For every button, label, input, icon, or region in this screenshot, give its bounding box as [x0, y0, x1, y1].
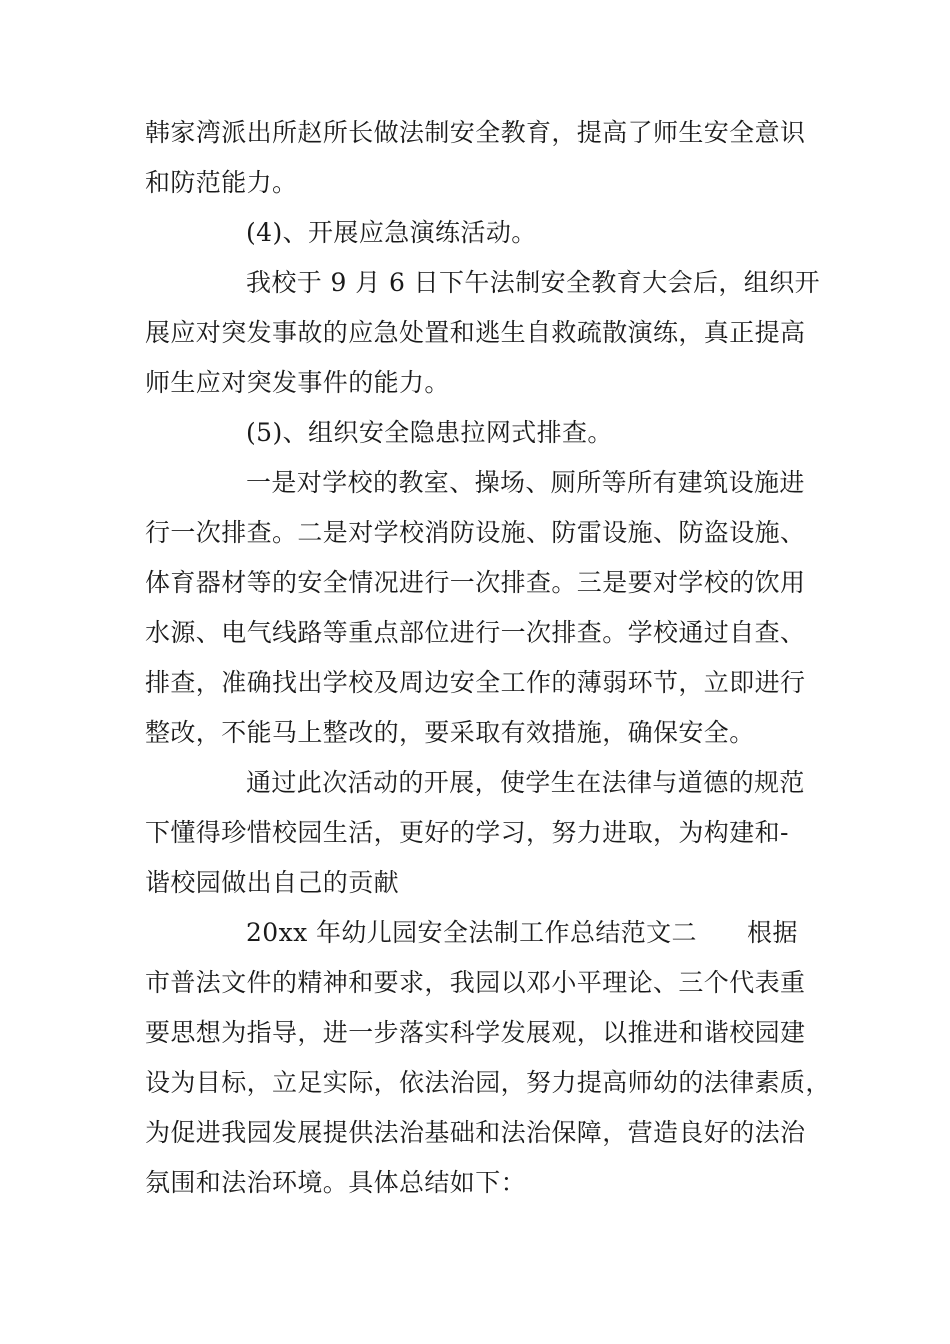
section-heading: (5)、组织安全隐患拉网式排查。 — [246, 418, 613, 447]
paragraph-line: 谐校园做出自己的贡献 — [145, 868, 400, 897]
section-title-line: 20xx 年幼儿园安全法制工作总结范文二 根据 — [246, 918, 798, 947]
paragraph-line: 展应对突发事故的应急处置和逃生自救疏散演练，真正提高 — [145, 318, 806, 347]
paragraph-line: 我校于 9 月 6 日下午法制安全教育大会后，组织开 — [246, 268, 821, 297]
paragraph-line: 一是对学校的教室、操场、厕所等所有建筑设施进 — [246, 468, 805, 497]
paragraph-line: 和防范能力。 — [145, 168, 298, 197]
paragraph-line: 通过此次活动的开展，使学生在法律与道德的规范 — [246, 768, 805, 797]
paragraph-line: 氛围和法治环境。具体总结如下： — [145, 1168, 527, 1197]
paragraph-line: 水源、电气线路等重点部位进行一次排查。学校通过自查、 — [145, 618, 806, 647]
paragraph-line: 韩家湾派出所赵所长做法制安全教育，提高了师生安全意识 — [145, 118, 806, 147]
section-heading: (4)、开展应急演练活动。 — [246, 218, 537, 247]
paragraph-line: 市普法文件的精神和要求，我园以邓小平理论、三个代表重 — [145, 968, 806, 997]
paragraph-line: 体育器材等的安全情况进行一次排查。三是要对学校的饮用 — [145, 568, 806, 597]
paragraph-line: 要思想为指导，进一步落实科学发展观，以推进和谐校园建 — [145, 1018, 806, 1047]
paragraph-line: 设为目标，立足实际，依法治园，努力提高师幼的法律素质， — [145, 1068, 831, 1097]
paragraph-line: 下懂得珍惜校园生活，更好的学习，努力进取，为构建和- — [145, 818, 789, 847]
paragraph-line: 整改，不能马上整改的，要采取有效措施，确保安全。 — [145, 718, 755, 747]
paragraph-line: 师生应对突发事件的能力。 — [145, 368, 450, 397]
paragraph-line: 排查，准确找出学校及周边安全工作的薄弱环节，立即进行 — [145, 668, 806, 697]
paragraph-line: 为促进我园发展提供法治基础和法治保障，营造良好的法治 — [145, 1118, 806, 1147]
paragraph-line: 行一次排查。二是对学校消防设施、防雷设施、防盗设施、 — [145, 518, 806, 547]
